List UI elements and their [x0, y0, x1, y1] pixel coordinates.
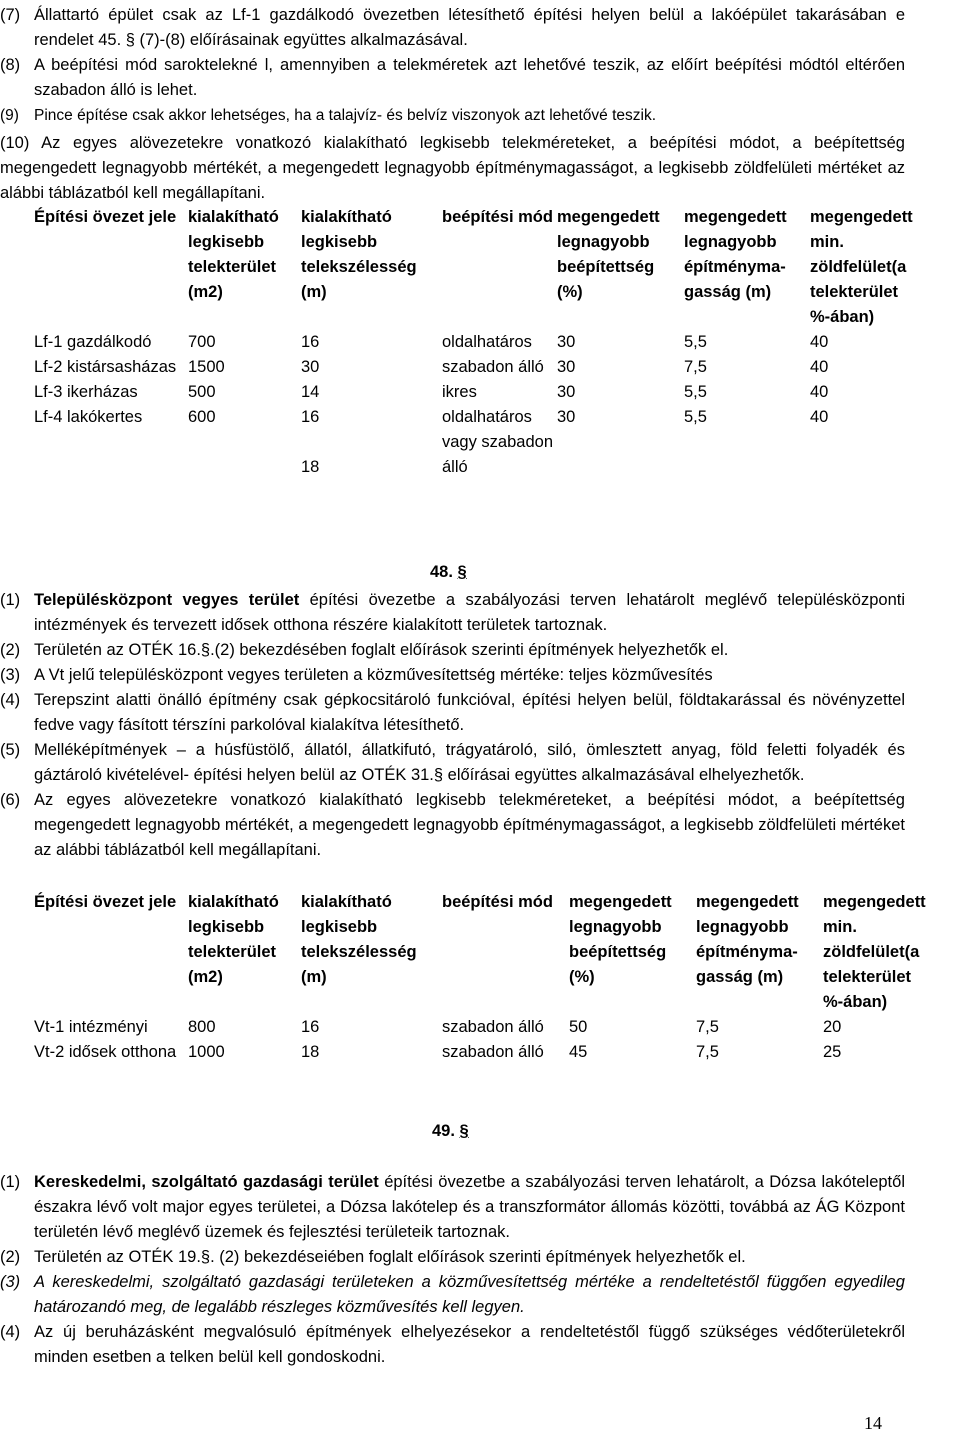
section-48-paragraph-2 [0, 638, 905, 663]
section-49-paragraph-4 [0, 1320, 905, 1370]
section-48-paragraph-1 [0, 588, 905, 638]
table-cell: 5,5 [684, 408, 707, 426]
table-cell: szabadon álló [442, 1018, 544, 1036]
table-cell: 50 [569, 1018, 588, 1036]
paragraph-text: építési övezetbe a szabályozási terven lehatárolt, a Dózsa lakóteleptől északra lévő volt major egyes területei, a Dózsa lakótelep és a transzformátor állomás közötti, továbbá az ÁG Központ területén lévő meglévő üzemek és fejlesztési területeik tartoznak. [34, 1173, 905, 1241]
table-cell: 800 [188, 1018, 216, 1036]
table-row [32, 355, 912, 380]
paragraph-text: Pince építése csak akkor lehetséges, ha a talajvíz- és belvíz viszonyok azt lehetővé teszik. [34, 107, 657, 124]
section-48-paragraph-5 [0, 738, 905, 788]
paragraph-number: (3) [0, 1273, 21, 1291]
section-49-paragraph-3 [0, 1270, 905, 1320]
paragraph-number: (2) [0, 641, 21, 659]
table-header-cell: megengedett legnagyobb építményma-gasság (m) [696, 893, 799, 986]
section-48-paragraph-4 [0, 688, 905, 738]
table-cell: 40 [810, 383, 829, 401]
table-header-cell: kialakítható legkisebb telekszélesség (m) [301, 208, 417, 301]
table-row [32, 380, 912, 405]
section-48-paragraph-3 [0, 663, 905, 688]
paragraph-text: Területén az OTÉK 16.§.(2) bekezdésében foglalt előírások szerinti építmények helyezhetők el. [34, 641, 729, 659]
section-number: 48. [430, 563, 453, 581]
table-header-cell: beépítési mód [442, 893, 553, 911]
paragraph-number: (1) [0, 591, 21, 609]
table-cell: 30 [301, 358, 320, 376]
table-header-cell: kialakítható legkisebb telekterület (m2) [188, 208, 279, 301]
paragraph-text: Az egyes alövezetekre vonatkozó kialakítható legkisebb telekméreteket, a beépítési módot, a beépítettség megengedett legnagyobb mértékét, a megengedett legnagyobb építménymagasságot, a legkisebb zöldfelületi mértéket az alábbi táblázatból kell megállapítani. [34, 791, 905, 859]
table-header-cell: beépítési mód [442, 208, 553, 226]
table-row [32, 330, 912, 355]
paragraph-number: (10) [0, 134, 30, 152]
table-cell: 18 [301, 1043, 320, 1061]
paragraph-8 [0, 53, 905, 103]
paragraph-number: (9) [0, 107, 19, 124]
table-header-cell: Építési övezet jele [34, 208, 177, 226]
table-header-cell: megengedett legnagyobb beépítettség (%) [569, 893, 672, 986]
paragraph-text: A kereskedelmi, szolgáltató gazdasági területeken a közművesítettség mértéke a rendeltetéstől függően egyedileg határozandó meg, de legalább részleges közművesítés kell legyen. [34, 1273, 905, 1316]
paragraph-9 [0, 103, 905, 128]
table-cell: 600 [188, 408, 216, 426]
paragraph-text: építési övezetbe a szabályozási terven lehatárolt meglévő településközponti intézmények és tervezett idősek otthona részére kialakított területek tartoznak. [34, 591, 905, 634]
paragraph-number: (1) [0, 1173, 21, 1191]
paragraph-text: Az egyes alövezetekre vonatkozó kialakítható legkisebb telekméreteket, a beépítési módot, a beépítettség megengedett legnagyobb mértékét, a megengedett legnagyobb építménymagasságot, a legkisebb zöldfelületi mértéket az alábbi táblázatból kell megállapítani. [0, 134, 905, 202]
page-number: 14 [864, 1413, 882, 1433]
paragraph-text: Melléképítmények – a húsfüstölő, állatól, állatkifutó, trágyatároló, siló, ömlesztett anyag, föld feletti folyadék és gáztároló kivételével- építési helyen belül az OTÉK 31.§ előírásai együttes alkalmazásával elhelyezhetők. [34, 741, 905, 784]
table-cell: 45 [569, 1043, 588, 1061]
table-cell: 16 [301, 333, 320, 351]
paragraph-number: (6) [0, 791, 21, 809]
table-cell: 5,5 [684, 333, 707, 351]
section-49-paragraph-1 [0, 1170, 905, 1245]
paragraph-number: (3) [0, 666, 21, 684]
table-cell: Vt-1 intézményi [34, 1018, 148, 1036]
table-cell: Lf-4 lakókertes [34, 408, 143, 426]
section-49-paragraph-2 [0, 1245, 905, 1270]
paragraph-text: Területén az OTÉK 19.§. (2) bekezdéseiében foglalt előírások szerinti építmények helyezhetők el. [34, 1248, 746, 1266]
section-sign: § [457, 563, 467, 581]
table-header-cell: megengedett min. zöldfelület(a telekterület %-ában) [823, 893, 926, 1011]
table-header-cell: kialakítható legkisebb telekterület (m2) [188, 893, 279, 986]
section-48-heading [430, 563, 467, 582]
paragraph-text: A Vt jelű településközpont vegyes területen a közművesítettség mértéke: teljes közművesítés [34, 666, 713, 684]
table-cell: 500 [188, 383, 216, 401]
table-cell: 25 [823, 1043, 842, 1061]
table-cell: oldalhatáros vagy szabadon álló [442, 408, 553, 476]
table-cell: szabadon álló [442, 358, 544, 376]
section-49-heading [432, 1122, 469, 1141]
table-cell: 20 [823, 1018, 842, 1036]
table-header-cell: megengedett legnagyobb beépítettség (%) [557, 208, 660, 301]
section-number: 49. [432, 1122, 455, 1140]
paragraph-text: Az új beruházásként megvalósuló építmények elhelyezésekor a rendeltetéstől függő szükséges védőterületekről minden esetben a telken belül kell gondoskodni. [34, 1323, 905, 1366]
table-cell: 40 [810, 408, 829, 426]
table-cell: 700 [188, 333, 216, 351]
table-cell: 16 [301, 1018, 320, 1036]
paragraph-number: (7) [0, 6, 21, 24]
table-row [32, 405, 912, 480]
paragraph-number: (5) [0, 741, 21, 759]
table-cell: 40 [810, 358, 829, 376]
paragraph-number: (8) [0, 56, 21, 74]
table-cell: 30 [557, 333, 576, 351]
bold-term: Településközpont vegyes terület [34, 591, 300, 609]
table-cell: 1500 [188, 358, 225, 376]
table-cell: Lf-1 gazdálkodó [34, 333, 152, 351]
paragraph-7 [0, 3, 905, 53]
table-header-cell: Építési övezet jele [34, 893, 177, 911]
paragraph-number: (4) [0, 691, 21, 709]
table-cell: 30 [557, 358, 576, 376]
table-header-cell: kialakítható legkisebb telekszélesség (m) [301, 893, 417, 986]
paragraph-10 [0, 131, 905, 206]
bold-term: Kereskedelmi, szolgáltató gazdasági terület [34, 1173, 379, 1191]
paragraph-text: Állattartó épület csak az Lf-1 gazdálkodó övezetben létesíthető építési helyen belül a lakóépület takarásában e rendelet 45. § (7)-(8) előírásainak együttes alkalmazásával. [34, 6, 905, 49]
table-cell: ikres [442, 383, 477, 401]
table-cell: Vt-2 idősek otthona [34, 1043, 177, 1061]
table-cell: Lf-3 ikerházas [34, 383, 138, 401]
table-cell: 5,5 [684, 383, 707, 401]
table-cell: 7,5 [696, 1018, 719, 1036]
table-cell: 1000 [188, 1043, 225, 1061]
table-header-row [32, 205, 912, 330]
table-header-cell: megengedett min. zöldfelület(a telekterület %-ában) [810, 208, 913, 326]
table-row [32, 1015, 912, 1040]
table-header-row [32, 890, 912, 1015]
table-cell: 16 18 [301, 408, 320, 476]
zoning-table-lf [32, 205, 912, 480]
table-header-cell: megengedett legnagyobb építményma-gasság (m) [684, 208, 787, 301]
table-cell: 14 [301, 383, 320, 401]
section-48-paragraph-6 [0, 788, 905, 863]
table-cell: 7,5 [684, 358, 707, 376]
table-cell: oldalhatáros [442, 333, 532, 351]
paragraph-number: (4) [0, 1323, 21, 1341]
table-cell: 30 [557, 408, 576, 426]
table-cell: 40 [810, 333, 829, 351]
table-cell: szabadon álló [442, 1043, 544, 1061]
paragraph-text: A beépítési mód saroktelekné l, amennyiben a telekméretek azt lehetővé teszik, az előírt beépítési módtól eltérően szabadon álló is lehet. [34, 56, 905, 99]
section-sign: § [459, 1122, 469, 1140]
paragraph-number: (2) [0, 1248, 21, 1266]
table-cell: 7,5 [696, 1043, 719, 1061]
table-row [32, 1040, 912, 1065]
table-cell: 30 [557, 383, 576, 401]
table-cell: Lf-2 kistársasházas [34, 358, 177, 376]
paragraph-text: Terepszint alatti önálló építmény csak gépkocsitároló funkcióval, építési helyen belül, földtakarással és növényzettel fedve vagy fásított térszíni parkolóval kialakítva létesíthető. [34, 691, 905, 734]
zoning-table-vt [32, 890, 926, 1065]
